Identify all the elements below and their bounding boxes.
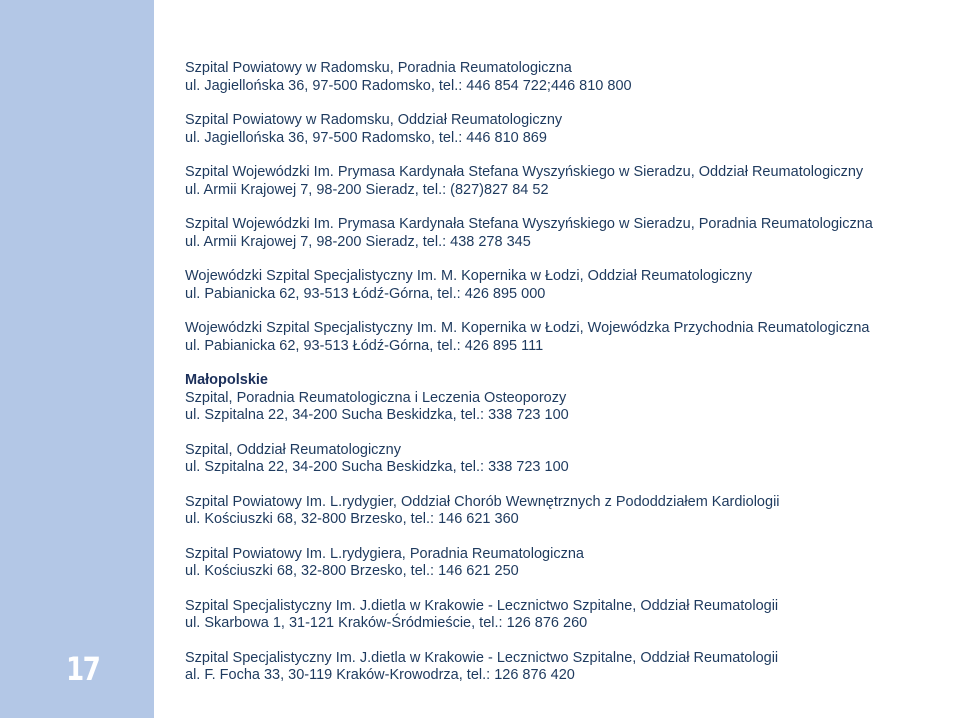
hospital-name: Wojewódzki Szpital Specjalistyczny Im. M. Kopernika w Łodzi, Wojewódzka Przychodnia Reumatologiczna	[185, 320, 870, 336]
hospital-name: Szpital Powiatowy Im. L.rydygier, Oddział Chorób Wewnętrznych z Pododdziałem Kardiologii	[185, 493, 780, 510]
hospital-name: Szpital, Poradnia Reumatologiczna i Leczenia Osteoporozy	[185, 389, 567, 406]
hospital-address: ul. Kościuszki 68, 32-800 Brzesko, tel.: 146 621 250	[185, 563, 519, 579]
hospital-entry	[185, 546, 945, 581]
hospital-entry	[185, 494, 945, 529]
page-number: 17	[66, 650, 100, 688]
hospital-entry	[185, 320, 945, 355]
hospital-entry	[185, 112, 945, 147]
hospital-name: Szpital Specjalistyczny Im. J.dietla w Krakowie - Lecznictwo Szpitalne, Oddział Reumatologii	[185, 597, 779, 614]
hospital-address: ul. Pabianicka 62, 93-513 Łódź-Górna, tel.: 426 895 111	[185, 337, 544, 354]
hospital-list	[185, 60, 945, 702]
hospital-name: Szpital, Oddział Reumatologiczny	[185, 441, 401, 458]
hospital-address: ul. Szpitalna 22, 34-200 Sucha Beskidzka, tel.: 338 723 100	[185, 459, 569, 475]
hospital-entry	[185, 60, 945, 95]
hospital-name: Szpital Wojewódzki Im. Prymasa Kardynała Stefana Wyszyńskiego w Sieradzu, Oddział Reumatologiczny	[185, 164, 864, 180]
hospital-name: Szpital Powiatowy w Radomsku, Poradnia Reumatologiczna	[185, 60, 572, 76]
hospital-name: Szpital Wojewódzki Im. Prymasa Kardynała Stefana Wyszyńskiego w Sieradzu, Poradnia Reumatologiczna	[185, 216, 873, 232]
hospital-entry	[185, 216, 945, 251]
hospital-address: ul. Szpitalna 22, 34-200 Sucha Beskidzka, tel.: 338 723 100	[185, 407, 569, 423]
hospital-address: ul. Pabianicka 62, 93-513 Łódź-Górna, tel.: 426 895 000	[185, 285, 546, 302]
hospital-address: ul. Skarbowa 1, 31-121 Kraków-Śródmieście, tel.: 126 876 260	[185, 615, 588, 631]
hospital-address: ul. Armii Krajowej 7, 98-200 Sieradz, tel.: 438 278 345	[185, 233, 531, 250]
hospital-address: ul. Armii Krajowej 7, 98-200 Sieradz, tel.: (827)827 84 52	[185, 181, 549, 198]
hospital-name: Szpital Powiatowy w Radomsku, Oddział Reumatologiczny	[185, 112, 563, 128]
hospital-address: ul. Kościuszki 68, 32-800 Brzesko, tel.: 146 621 360	[185, 511, 519, 527]
hospital-entry	[185, 442, 945, 477]
hospital-address: ul. Jagiellońska 36, 97-500 Radomsko, tel.: 446 854 722;446 810 800	[185, 77, 632, 94]
hospital-name: Wojewódzki Szpital Specjalistyczny Im. M. Kopernika w Łodzi, Oddział Reumatologiczny	[185, 268, 753, 284]
hospital-address: ul. Jagiellońska 36, 97-500 Radomsko, tel.: 446 810 869	[185, 129, 547, 146]
hospital-address: al. F. Focha 33, 30-119 Kraków-Krowodrza, tel.: 126 876 420	[185, 667, 575, 683]
hospital-name: Szpital Specjalistyczny Im. J.dietla w Krakowie - Lecznictwo Szpitalne, Oddział Reumatologii	[185, 649, 779, 666]
hospital-name: Szpital Powiatowy Im. L.rydygiera, Poradnia Reumatologiczna	[185, 545, 584, 562]
region-section	[185, 372, 945, 425]
hospital-entry	[185, 164, 945, 199]
region-heading: Małopolskie	[185, 372, 268, 388]
hospital-entry	[185, 268, 945, 303]
hospital-entry	[185, 650, 945, 685]
hospital-entry	[185, 598, 945, 633]
side-band	[0, 0, 154, 718]
